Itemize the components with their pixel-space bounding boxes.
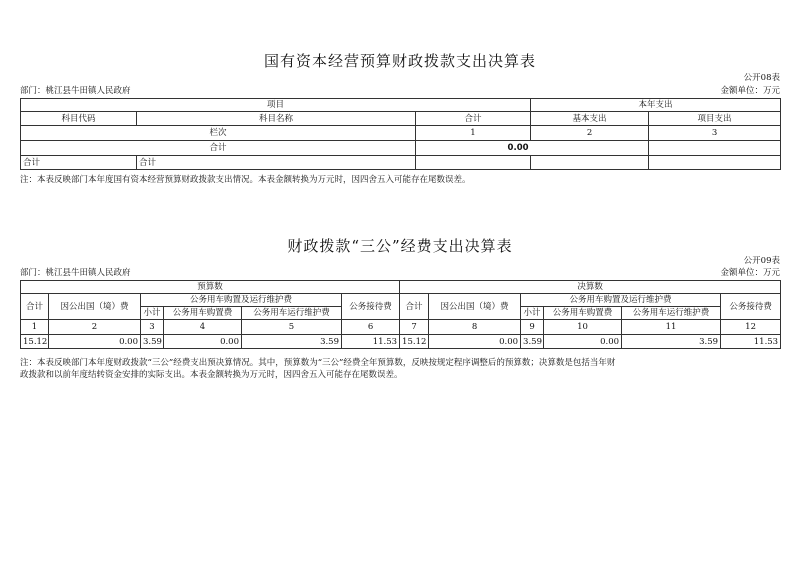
value-cell: 0.00 [49, 335, 141, 349]
col-project: 项目支出 [649, 112, 781, 126]
index-cell: 9 [521, 320, 544, 335]
index-cell: 2 [49, 320, 141, 335]
empty-cell [649, 156, 781, 170]
last-row-label: 合计 [137, 156, 416, 170]
total-value: 0.00 [416, 141, 531, 156]
value-cell: 11.53 [342, 335, 400, 349]
col-subtotal: 小计 [521, 307, 544, 320]
last-row-label: 合计 [21, 156, 137, 170]
value-cell: 0.00 [429, 335, 521, 349]
col-total: 合计 [400, 294, 429, 320]
index-cell: 3 [141, 320, 164, 335]
table09-title: 财政拨款“三公”经费支出决算表 [287, 237, 513, 255]
row-total-label: 合计 [21, 141, 416, 156]
table09-department: 部门：桃江县牛田镇人民政府 [20, 268, 131, 278]
value-cell: 15.12 [21, 335, 49, 349]
col-basic: 基本支出 [531, 112, 649, 126]
row-index-label: 栏次 [21, 126, 416, 141]
table08-title: 国有资本经营预算财政拨款支出决算表 [263, 52, 536, 70]
index-cell: 1 [416, 126, 531, 141]
table09-note-line2: 政拨款和以前年度结转资金安排的实际支出。本表金额转换为万元时，因四舍五入可能存在尾数误差。 [20, 370, 403, 380]
final-header: 决算数 [400, 281, 781, 294]
budget-header: 预算数 [21, 281, 400, 294]
table09-note [20, 357, 780, 381]
value-cell: 0.00 [164, 335, 242, 349]
empty-cell [531, 156, 649, 170]
empty-cell [416, 156, 531, 170]
value-cell: 15.12 [400, 335, 429, 349]
header-current-year: 本年支出 [531, 99, 781, 112]
index-cell: 12 [721, 320, 781, 335]
col-subtotal: 小计 [141, 307, 164, 320]
index-cell: 11 [622, 320, 721, 335]
index-cell: 5 [242, 320, 342, 335]
col-vehicle-group: 公务用车购置及运行维护费 [141, 294, 342, 307]
index-cell: 1 [21, 320, 49, 335]
index-cell: 4 [164, 320, 242, 335]
col-vehicle-purchase: 公务用车购置费 [164, 307, 242, 320]
table09-note-line1: 注：本表反映部门本年度财政拨款“三公”经费支出预决算情况。其中，预算数为“三公”经费全年预算数，反映按规定程序调整后的预算数；决算数是包括当年财 [20, 358, 616, 368]
col-abroad: 因公出国（境）费 [49, 294, 141, 320]
value-cell: 3.59 [242, 335, 342, 349]
table09-unit: 金额单位：万元 [720, 268, 780, 278]
col-total: 合计 [21, 294, 49, 320]
col-reception: 公务接待费 [721, 294, 781, 320]
col-total: 合计 [416, 112, 531, 126]
table09 [20, 280, 781, 349]
col-subject-name: 科目名称 [137, 112, 416, 126]
table08 [20, 98, 781, 170]
col-vehicle-group: 公务用车购置及运行维护费 [521, 294, 721, 307]
index-cell: 10 [544, 320, 622, 335]
col-vehicle-running: 公务用车运行维护费 [622, 307, 721, 320]
value-cell: 11.53 [721, 335, 781, 349]
index-cell: 2 [531, 126, 649, 141]
table08-code: 公开08表 [743, 73, 780, 83]
col-reception: 公务接待费 [342, 294, 400, 320]
index-cell: 3 [649, 126, 781, 141]
col-vehicle-running: 公务用车运行维护费 [242, 307, 342, 320]
col-abroad: 因公出国（境）费 [429, 294, 521, 320]
value-cell: 0.00 [544, 335, 622, 349]
table08-department: 部门：桃江县牛田镇人民政府 [20, 86, 131, 96]
table08-note: 注：本表反映部门本年度国有资本经营预算财政拨款支出情况。本表金额转换为万元时，因四舍五入可能存在尾数误差。 [20, 175, 471, 185]
empty-cell [649, 141, 781, 156]
index-cell: 8 [429, 320, 521, 335]
col-subject-code: 科目代码 [21, 112, 137, 126]
table08-unit: 金额单位：万元 [720, 86, 780, 96]
table09-code: 公开09表 [743, 256, 780, 266]
value-cell: 3.59 [521, 335, 544, 349]
value-cell: 3.59 [622, 335, 721, 349]
index-cell: 7 [400, 320, 429, 335]
empty-cell [531, 141, 649, 156]
header-item: 项目 [21, 99, 531, 112]
index-cell: 6 [342, 320, 400, 335]
col-vehicle-purchase: 公务用车购置费 [544, 307, 622, 320]
value-cell: 3.59 [141, 335, 164, 349]
